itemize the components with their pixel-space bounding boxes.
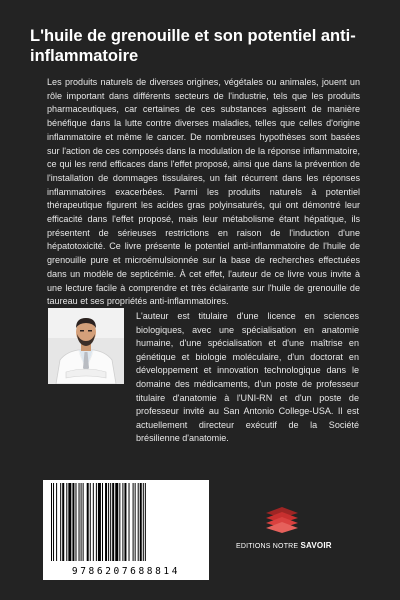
publisher-name-prefix: EDITIONS NOTRE [236,543,299,550]
isbn-barcode [43,480,209,580]
author-bio: L'auteur est titulaire d'une licence en sciences biologiques, avec une spécialisation en anatomie humaine, d'une spécialisation et d'une maîtrise en génétique et biologie moléculaire, d'un doctorat en développement et innovation technologique dans le domaine des médicaments, d'un poste de professeur titulaire d'anatomie à l'UNI-RN et d'un poste de professeur invité au San Antonio College-USA. Il est actuellement directeur exécutif de la Société brésilienne d'anatomie. [136,311,359,444]
publisher-name-emphasis: SAVOIR [300,541,332,550]
book-title: L'huile de grenouille et son potentiel anti-inflammatoire [30,27,356,65]
publisher-name [236,541,331,550]
book-abstract: Les produits naturels de diverses origines, végétales ou animales, jouent un rôle important dans différents secteurs de l'industrie, tels que les produits pharmaceutiques, car certaines de ces substances agissent de manière bénéfique dans la lutte contre diverses maladies, telles que celles d'origine inflammatoire et même le cancer. De nombreuses hypothèses sont basées sur l'action de ces composés dans la modulation de la réponse inflammatoire, ce qui les rend efficaces dans l'effet proposé, ainsi que dans la prévention de l'installation de dommages tissulaires, un fait récurrent dans les réponses inflammatoires exacerbées. Parmi les produits naturels à potentiel thérapeutique figurent les acides gras polyinsaturés, qui ont démontré leur efficacité dans l'effet proposé, mais leur métabolisme étant hépatique, ils présentent de sérieuses restrictions en raison de l'induction d'une hépatotoxicité. Ce livre présente le potentiel anti-inflammatoire de l'huile de grenouille pure et microémulsionnée sur la base de recherches effectuées dans un modèle de septicémie. À cet effet, l'auteur de ce livre vous invite à une lecture facile à comprendre et très éclairante sur l'huile de grenouille de taureau et ses propriétés anti-inflammatoires. [47,77,360,307]
author-photo [48,308,124,384]
isbn-number: 9786207688814 [71,566,181,577]
barcode-bars [49,483,203,563]
stacked-books-logo-icon [262,505,302,535]
author-portrait [48,308,124,384]
